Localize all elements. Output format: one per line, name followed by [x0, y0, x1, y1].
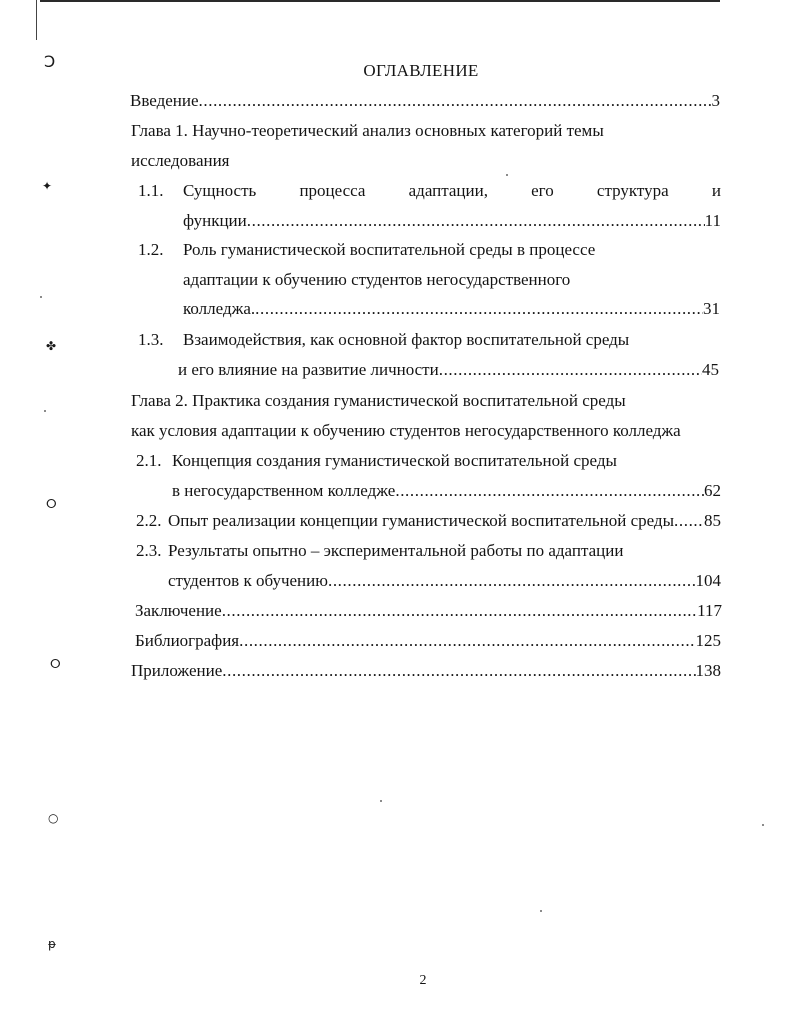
scan-speck [44, 410, 46, 412]
toc-entry-page: 45 [702, 360, 719, 379]
toc-entry-page: 3 [711, 91, 720, 110]
toc-entry-conclusion: Заключение ..... 117 [135, 601, 722, 621]
toc-entry-s11: функции ..... 11 [183, 211, 721, 231]
binding-ring-icon: ⵔ [50, 657, 61, 671]
toc-entry-page: 62 [704, 481, 721, 500]
toc-s12-line1: Роль гуманистической воспитательной среды в процессе [183, 240, 596, 259]
toc-s11-line1: Сущность процесса адаптации, его структура и [183, 181, 721, 200]
toc-chapter1-line2: исследования [131, 151, 230, 170]
toc-entry-page: 138 [695, 661, 721, 680]
toc-entry-label: Введение [130, 91, 199, 110]
toc-entry-s23: студентов к обучению ..... 104 [168, 571, 721, 591]
toc-entry-page: 85 [704, 511, 721, 530]
toc-entry-page: 104 [695, 571, 721, 590]
toc-section-number: 1.1. [138, 181, 164, 200]
page-number: 2 [419, 973, 427, 988]
scan-speck [762, 824, 764, 826]
toc-chapter2-line2: как условия адаптации к обучению студентов негосударственного колледжа [131, 421, 681, 440]
toc-s23-line1: Результаты опытно – экспериментальной работы по адаптации [168, 541, 624, 560]
scan-speck [540, 910, 542, 912]
binding-ring-icon: ⵔ [46, 497, 57, 511]
binding-hook-icon: ᵽ [48, 937, 57, 951]
toc-title: ОГЛАВЛЕНИЕ [363, 61, 479, 80]
toc-entry-page: 31 [703, 299, 720, 318]
binding-ring-icon: ○ [48, 811, 59, 825]
toc-entry-page: 117 [697, 601, 722, 620]
toc-entry-s22: Опыт реализации концепции гуманистической воспитательной среды ..... 85 [168, 511, 721, 531]
toc-entry-page: 11 [704, 211, 721, 230]
toc-section-number: 2.3. [136, 541, 162, 560]
toc-entry-appendix: Приложение ..... 138 [131, 661, 721, 681]
toc-entry-page: 125 [695, 631, 721, 650]
toc-entry-s12: колледжа. ..... 31 [183, 299, 720, 319]
binding-arrow-icon: ✦ [42, 179, 53, 193]
toc-s12-line2: адаптации к обучению студентов негосударственного [183, 270, 571, 289]
scan-top-edge [40, 0, 720, 2]
toc-entry-s13: и его влияние на развитие личности ..... 45 [178, 360, 719, 380]
toc-section-number: 1.3. [138, 330, 164, 349]
scan-speck [380, 800, 382, 802]
binding-hook-icon: ✤ [46, 339, 57, 353]
toc-s13-line1: Взаимодействия, как основной фактор воспитательной среды [183, 330, 630, 349]
toc-section-number: 2.2. [136, 511, 162, 530]
binding-ring-icon: Ɔ [44, 52, 56, 71]
toc-s21-line1: Концепция создания гуманистической воспитательной среды [172, 451, 617, 470]
toc-section-number: 2.1. [136, 451, 162, 470]
toc-entry-intro [130, 91, 720, 111]
toc-section-number: 1.2. [138, 240, 164, 259]
toc-entry-s21: в негосударственном колледже ..... 62 [172, 481, 721, 501]
toc-entry-bibliography: Библиография ..... 125 [135, 631, 721, 651]
scan-speck [40, 296, 42, 298]
toc-chapter1-line1: Глава 1. Научно-теоретический анализ основных категорий темы [131, 121, 604, 140]
toc-chapter2-line1: Глава 2. Практика создания гуманистической воспитательной среды [131, 391, 626, 410]
scan-left-edge [36, 0, 37, 40]
scan-speck [506, 174, 508, 176]
